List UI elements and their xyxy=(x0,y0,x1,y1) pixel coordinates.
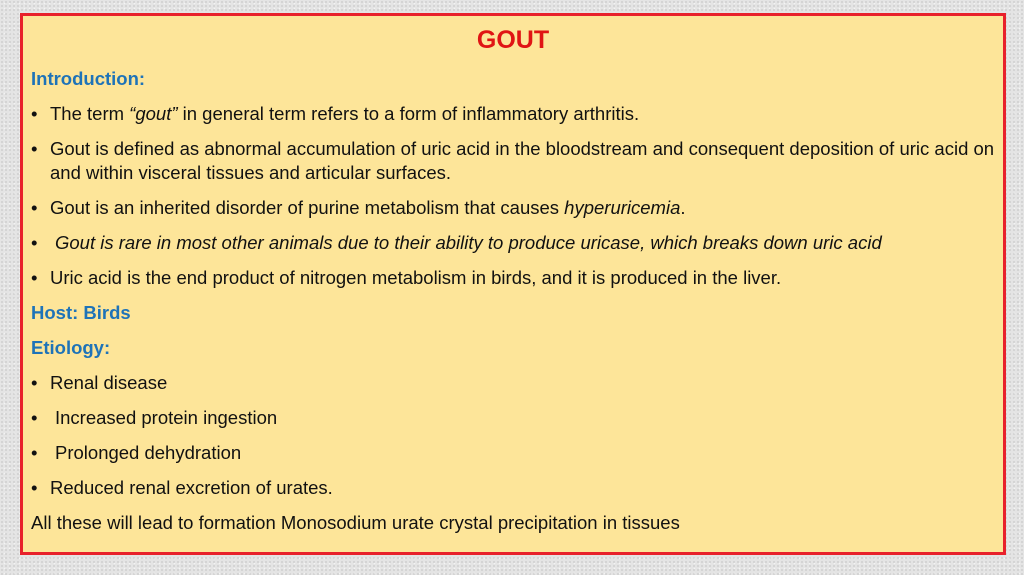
intro-bullet-4-text: Gout is rare in most other animals due to their ability to produce uricase, which breaks down uric acid xyxy=(55,232,882,253)
intro-bullet-1-term: “gout” xyxy=(129,103,178,124)
intro-bullet-1 xyxy=(31,102,999,126)
etiology-bullet-3-text: Prolonged dehydration xyxy=(55,442,242,463)
etiology-bullet-4-text: Reduced renal excretion of urates. xyxy=(50,477,333,498)
intro-bullet-5-text: Uric acid is the end product of nitrogen metabolism in birds, and it is produced in the liver. xyxy=(50,267,782,288)
introduction-heading: Introduction: xyxy=(31,68,146,89)
intro-bullet-3-rest: . xyxy=(680,197,686,218)
intro-bullet-3 xyxy=(31,196,999,220)
etiology-bullet-3 xyxy=(31,441,999,465)
intro-bullet-3-text: Gout is an inherited disorder of purine metabolism that causes xyxy=(50,197,565,218)
host-heading: Host: Birds xyxy=(31,302,131,323)
etiology-bullet-2 xyxy=(31,406,999,430)
etiology-bullet-4 xyxy=(31,476,999,500)
intro-bullet-4 xyxy=(31,231,999,255)
intro-bullet-5 xyxy=(31,266,999,290)
etiology-bullet-1 xyxy=(31,371,999,395)
intro-bullet-2-text: Gout is defined as abnormal accumulation of uric acid in the bloodstream and consequent deposition of uric acid on and within visceral tissues and articular surfaces. xyxy=(50,138,995,183)
etiology-heading: Etiology: xyxy=(31,337,111,358)
slide xyxy=(20,13,1006,555)
slide-title: GOUT xyxy=(476,26,550,54)
intro-bullet-3-term: hyperuricemia xyxy=(564,197,681,218)
etiology-bullet-2-text: Increased protein ingestion xyxy=(55,407,278,428)
etiology-bullet-1-text: Renal disease xyxy=(50,372,168,393)
intro-bullet-1-text: The term xyxy=(50,103,130,124)
conclusion-text: All these will lead to formation Monosodium urate crystal precipitation in tissues xyxy=(31,512,680,533)
intro-bullet-2 xyxy=(31,137,999,185)
intro-bullet-1-rest: in general term refers to a form of inflammatory arthritis. xyxy=(177,103,640,124)
slide-content xyxy=(31,67,999,535)
